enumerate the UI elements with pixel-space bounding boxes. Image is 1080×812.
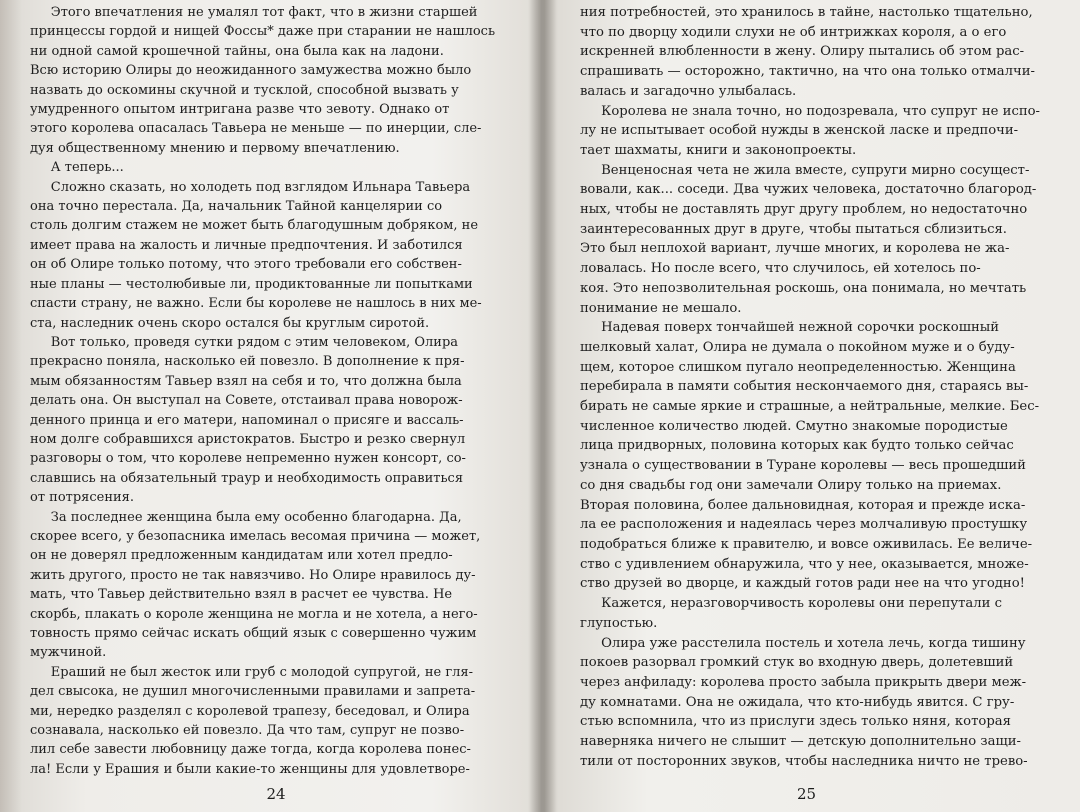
paragraph: За последнее женщина была ему особенно благодарна. Да, скорее всего, у безопасника имелась весомая причина — может, он не доверял предложенным кандидатам или хотел предло- жить другого, просто не так навязчиво. Но Олире нравилось ду- мать, что Тавьер действительно взял в расчет ее чувства. Не скорбь, плакать о короле женщина не могла и не хотела, а него- товность прямо сейчас искать общий язык с совершенно чужим мужчиной. bbox=[30, 509, 481, 661]
page-number: 24 bbox=[266, 784, 286, 803]
paragraph: Королева не знала точно, но подозревала, что супруг не испо- лу не испытывает особой нужды в женской ласке и предпочи- тает шахматы, книги и законопроекты. bbox=[580, 103, 1041, 158]
paragraph: Этого впечатления не умалял тот факт, что в жизни старшей принцессы гордой и нищей Фоссы* даже при старании не нашлось ни одной самой крошечной тайны, она была как на ладони. Всю историю Олиры до неожиданного замужества можно было назвать до оскомины скучной и тусклой, способной вызвать у умудренного опытом интригана разве что зевоту. Однако от этого королева опасалась Тавьера не меньше — по инерции, сле- дуя общественному мнению и первому впечатлению. bbox=[30, 5, 496, 156]
paragraph: А теперь... bbox=[50, 160, 124, 176]
left-page-text bbox=[30, 3, 504, 779]
page-number: 25 bbox=[796, 784, 817, 803]
right-page-text bbox=[580, 3, 1046, 771]
right-page bbox=[551, 0, 1080, 812]
paragraph: Вот только, проведя сутки рядом с этим человеком, Олира прекрасно поняла, насколько ей повезло. В дополнение к пря- мым обязанностям Тавьер взял на себя и то, что должна была делать она. Он выступал на Совете, отстаивал права новорож- денного принца и его матери, напоминал о присяге и вассаль- ном долге собравшихся аристократов. Быстро и резко свернул разговоры о том, что королеве непременно нужен консорт, со- славшись на обязательный траур и необходимость оправиться от потрясения. bbox=[30, 334, 466, 506]
paragraph: Венценосная чета не жила вместе, супруги мирно сосущест- вовали, как... соседи. Два чужих человека, достаточно благород- ных, чтобы не доставлять друг другу проблем, но недостаточно заинтересованных друг в друге, чтобы пытаться сблизиться. Это был неплохой вариант, лучше многих, и королева не жа- ловалась. Но после всего, что случилось, ей хотелось по- коя. Это непозволительная роскошь, она понимала, но мечтать понимание не мешало. bbox=[580, 162, 1037, 316]
paragraph: Ерaший не был жесток или груб с молодой супругой, не гля- дел свысока, не душил многочисленными правилами и запрета- ми, нередко разделял с королевой трапезу, беседовал, и Олира сознавала, насколько ей повезло. Да что там, супруг не позво- лил себе завести любовницу даже тогда, когда королева понес- ла! Если у Ерашия и были какие-то женщины для удовлетворе- bbox=[30, 664, 476, 777]
paragraph: Надевая поверх тончайшей нежной сорочки роскошный шелковый халат, Олира не думала о покойном муже и о буду- щем, которое слишком пугало неопределенностью. Женщина перебирала в памяти события нескончаемого дня, стараясь вы- бирать не самые яркие и страшные, а нейтральные, мелкие. Бес- численное количество людей. Смутно знакомые породистые лица придворных, половина которых как будто только сейчас узнала о существовании в Туране королевы — весь прошедший со дня свадьбы год они замечали Олиру только на приемах. Вторая половина, более дальновидная, которая и прежде иска- ла ее расположения и надеялась через молчаливую простушку подобраться ближе к правителю, и вовсе оживилась. Ее величе- ство с удивлением обнаружила, что у нее, оказывается, множе- ство друзей во дворце, и каждый готов ради нее на что угодно! bbox=[580, 320, 1040, 592]
paragraph: Олира уже расстелила постель и хотела лечь, когда тишину покоев разорвал громкий стук во входную дверь, долетевший через анфиладу: королева просто забыла прикрыть двери меж- ду комнатами. Она не ожидала, что кто-нибудь явится. С гру- стью вспомнила, что из прислуги здесь только няня, которая наверняка ничего не слышит — детскую дополнительно защи- тили от посторонних звуков, чтобы наследника ничто не трево- bbox=[580, 635, 1028, 769]
paragraph: Сложно сказать, но холодеть под взглядом Ильнара Тавьера она точно перестала. Да, начальник Тайной канцелярии со столь долгим стажем не может быть благодушным добряком, не имеет права на жалость и личные предпочтения. И заботился он об Олире только потому, что этого требовали его собствен- ные планы — честолюбивые ли, продиктованные ли попытками спасти страну, не важно. Если бы королеве не нашлось в них ме- ста, наследник очень скоро остался бы круглым сиротой. bbox=[30, 179, 482, 331]
paragraph: Кажется, неразговорчивость королевы они перепутали с глупостью. bbox=[580, 596, 1003, 631]
paragraph: ния потребностей, это хранилось в тайне, настолько тщательно, что по дворцу ходили слухи не об интрижках короля, а о его искренней влюбленности в жену. Олиру пытались об этом рас- спрашивать — осторожно, тактично, на что она только отмалчи- валась и загадочно улыбалась. bbox=[580, 5, 1036, 99]
